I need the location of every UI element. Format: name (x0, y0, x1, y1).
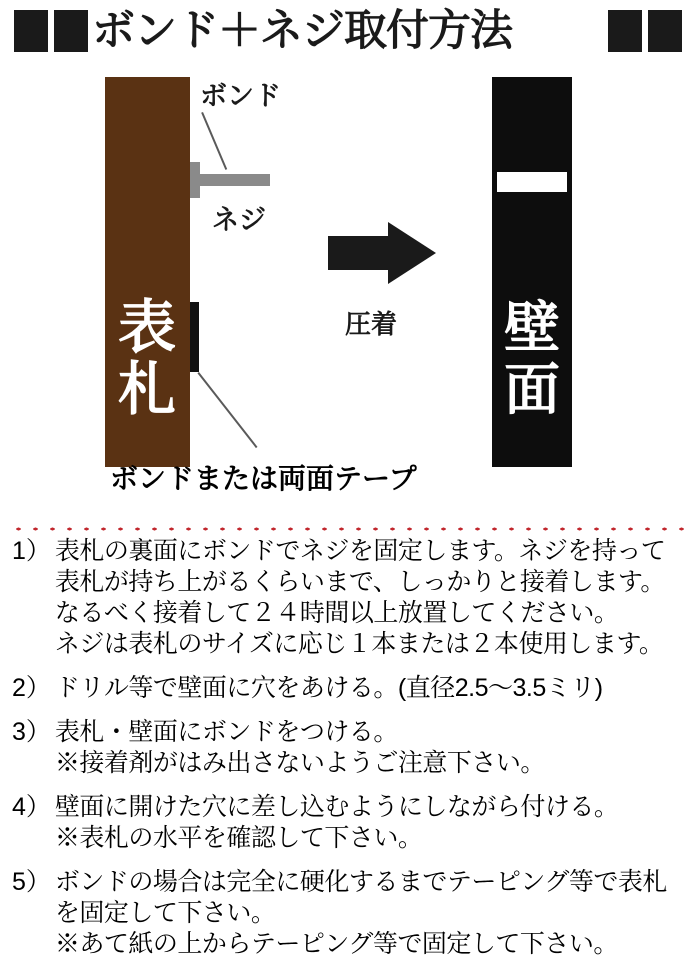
header-block-left-1 (14, 10, 48, 52)
nameplate-label: 表札 (117, 295, 176, 422)
list-item (12, 717, 688, 779)
step-text (55, 867, 688, 960)
step-number: 5） (12, 868, 51, 896)
step-line: 壁面に開けた穴に差し込むようにしながら付ける。 (54, 793, 619, 821)
wall-label: 壁面 (504, 296, 560, 421)
bond-label: ボンド (200, 81, 281, 111)
step-text (55, 536, 688, 660)
screw-label: ネジ (212, 205, 266, 235)
step-number: 3） (12, 718, 51, 746)
arrow-head (388, 222, 436, 284)
adhesive-leader-line (198, 372, 258, 448)
screw-shaft-icon (198, 174, 270, 186)
instruction-list (12, 536, 688, 973)
wall-slot (497, 172, 567, 192)
step-line: ボンドの場合は完全に硬化するまでテーピング等で表札 (54, 868, 667, 896)
header-block-right-1 (608, 10, 642, 52)
step-line: 表札・壁面にボンドをつける。 (54, 718, 398, 746)
step-line: ※接着剤がはみ出さないようご注意下さい。 (54, 749, 545, 777)
adhesive-caption: ボンドまたは両面テープ (110, 463, 417, 494)
bond-leader-line (202, 112, 228, 170)
step-line: ※あて紙の上からテーピング等で固定して下さい。 (54, 930, 618, 958)
header-block-right-2 (648, 10, 682, 52)
list-item (12, 536, 688, 660)
step-text (55, 673, 688, 704)
list-item (12, 673, 688, 704)
list-item (12, 867, 688, 960)
step-line: ネジは表札のサイズに応じ１本または２本使用します。 (54, 630, 664, 658)
step-text (55, 792, 688, 854)
step-number: 4） (12, 793, 51, 821)
step-line: ドリル等で壁面に穴をあける。(直径2.5〜3.5ミリ) (54, 674, 603, 702)
header-block-left-2 (54, 10, 88, 52)
step-line: 表札の裏面にボンドでネジを固定します。ネジを持って (54, 537, 666, 565)
step-number: 1） (12, 537, 51, 565)
step-line: ※表札の水平を確認して下さい。 (54, 824, 423, 852)
arrow-body (328, 236, 390, 270)
step-text (55, 717, 688, 779)
step-line: 表札が持ち上がるくらいまで、しっかりと接着します。 (54, 568, 665, 596)
step-number: 2） (12, 674, 51, 702)
header-banner (0, 0, 700, 62)
installation-diagram (0, 62, 700, 520)
adhesive-strip (190, 302, 199, 372)
press-label: 圧着 (345, 309, 398, 339)
page-title: ボンド＋ネジ取付方法 (92, 7, 512, 55)
step-line: なるべく接着して２４時間以上放置してください。 (54, 599, 619, 627)
dotted-divider (10, 522, 690, 532)
step-line: を固定して下さい。 (54, 899, 276, 927)
press-arrow-icon (328, 222, 438, 284)
list-item (12, 792, 688, 854)
